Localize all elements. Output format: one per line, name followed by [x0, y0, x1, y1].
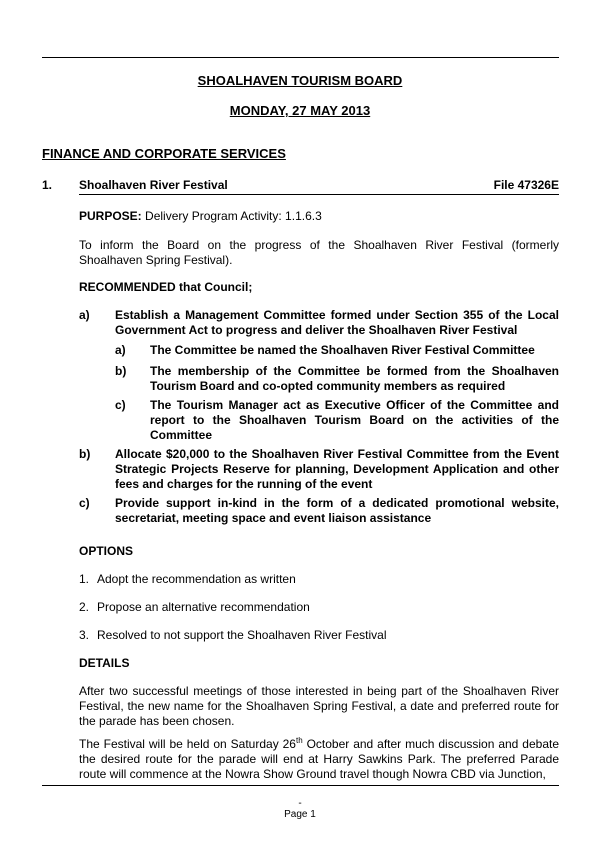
rec-a-sub-b-label: b)	[115, 364, 127, 378]
purpose-line	[79, 209, 559, 224]
option-item	[79, 600, 310, 614]
rec-a-sub-c-label: c)	[115, 398, 126, 412]
item-rule	[79, 194, 559, 195]
footer-dash: -	[298, 798, 302, 809]
rec-a-sub-a-text: The Committee be named the Shoalhaven River Festival Committee	[150, 343, 535, 357]
purpose-label: PURPOSE:	[79, 209, 142, 223]
rec-b-text: Allocate $20,000 to the Shoalhaven River Festival Committee from the Event Strategic Projects Reserve for planning, Development Application and other fees and charges for the running of the event	[115, 447, 559, 491]
option-text: Resolved to not support the Shoalhaven River Festival	[97, 628, 387, 642]
rec-c-text: Provide support in-kind in the form of a dedicated promotional website, secretariat, meeting space and event liaison assistance	[115, 496, 559, 525]
top-rule	[42, 57, 559, 58]
rec-a-sub-b-text: The membership of the Committee be formed from the Shoalhaven Tourism Board and co-opted community members as required	[150, 364, 559, 393]
option-number: 2.	[79, 600, 90, 614]
purpose-text: Delivery Program Activity: 1.1.6.3	[141, 209, 322, 223]
options-heading: OPTIONS	[79, 544, 134, 558]
details-heading: DETAILS	[79, 656, 130, 670]
bottom-rule	[42, 785, 559, 786]
details-p2-superscript: th	[295, 736, 303, 745]
option-item	[79, 628, 387, 642]
option-item	[79, 572, 296, 586]
rec-a-sub-c-text: The Tourism Manager act as Executive Officer of the Committee and report to the Shoalhaven Tourism Board on the activities of the Committee	[150, 398, 559, 442]
item-number: 1.	[42, 178, 53, 192]
meeting-date: MONDAY, 27 MAY 2013	[229, 103, 371, 118]
item-heading	[42, 178, 559, 194]
details-p2-start: The Festival will be held on Saturday 26	[79, 737, 296, 751]
option-number: 3.	[79, 628, 90, 642]
rec-b-label: b)	[79, 447, 91, 461]
section-title: FINANCE AND CORPORATE SERVICES	[42, 146, 286, 161]
option-number: 1.	[79, 572, 90, 586]
rec-a-label: a)	[79, 308, 90, 322]
page-number: Page 1	[284, 809, 316, 820]
option-text: Adopt the recommendation as written	[97, 572, 296, 586]
board-title: SHOALHAVEN TOURISM BOARD	[197, 73, 403, 88]
details-paragraph-2	[79, 737, 559, 782]
item-title: Shoalhaven River Festival	[79, 178, 228, 192]
file-number: File 47326E	[493, 178, 559, 192]
rec-c-label: c)	[79, 496, 90, 510]
option-text: Propose an alternative recommendation	[97, 600, 310, 614]
details-p2-end: October and after much discussion and debate the desired route for the parade will end at Harry Sawkins Park. The preferred Parade route will commence at the Nowra Show Ground travel though Nowra CBD via Junction,	[79, 737, 559, 781]
recommended-heading: RECOMMENDED that Council;	[79, 280, 253, 294]
rec-a-text: Establish a Management Committee formed under Section 355 of the Local Government Act to progress and deliver the Shoalhaven River Festival	[115, 308, 559, 337]
rec-a-sub-a-label: a)	[115, 343, 126, 357]
details-paragraph-1: After two successful meetings of those interested in being part of the Shoalhaven River Festival, the new name for the Shoalhaven Spring Festival, a date and preferred route for the parade has been chosen.	[79, 684, 559, 728]
inform-paragraph: To inform the Board on the progress of the Shoalhaven River Festival (formerly Shoalhaven Spring Festival).	[79, 238, 559, 267]
